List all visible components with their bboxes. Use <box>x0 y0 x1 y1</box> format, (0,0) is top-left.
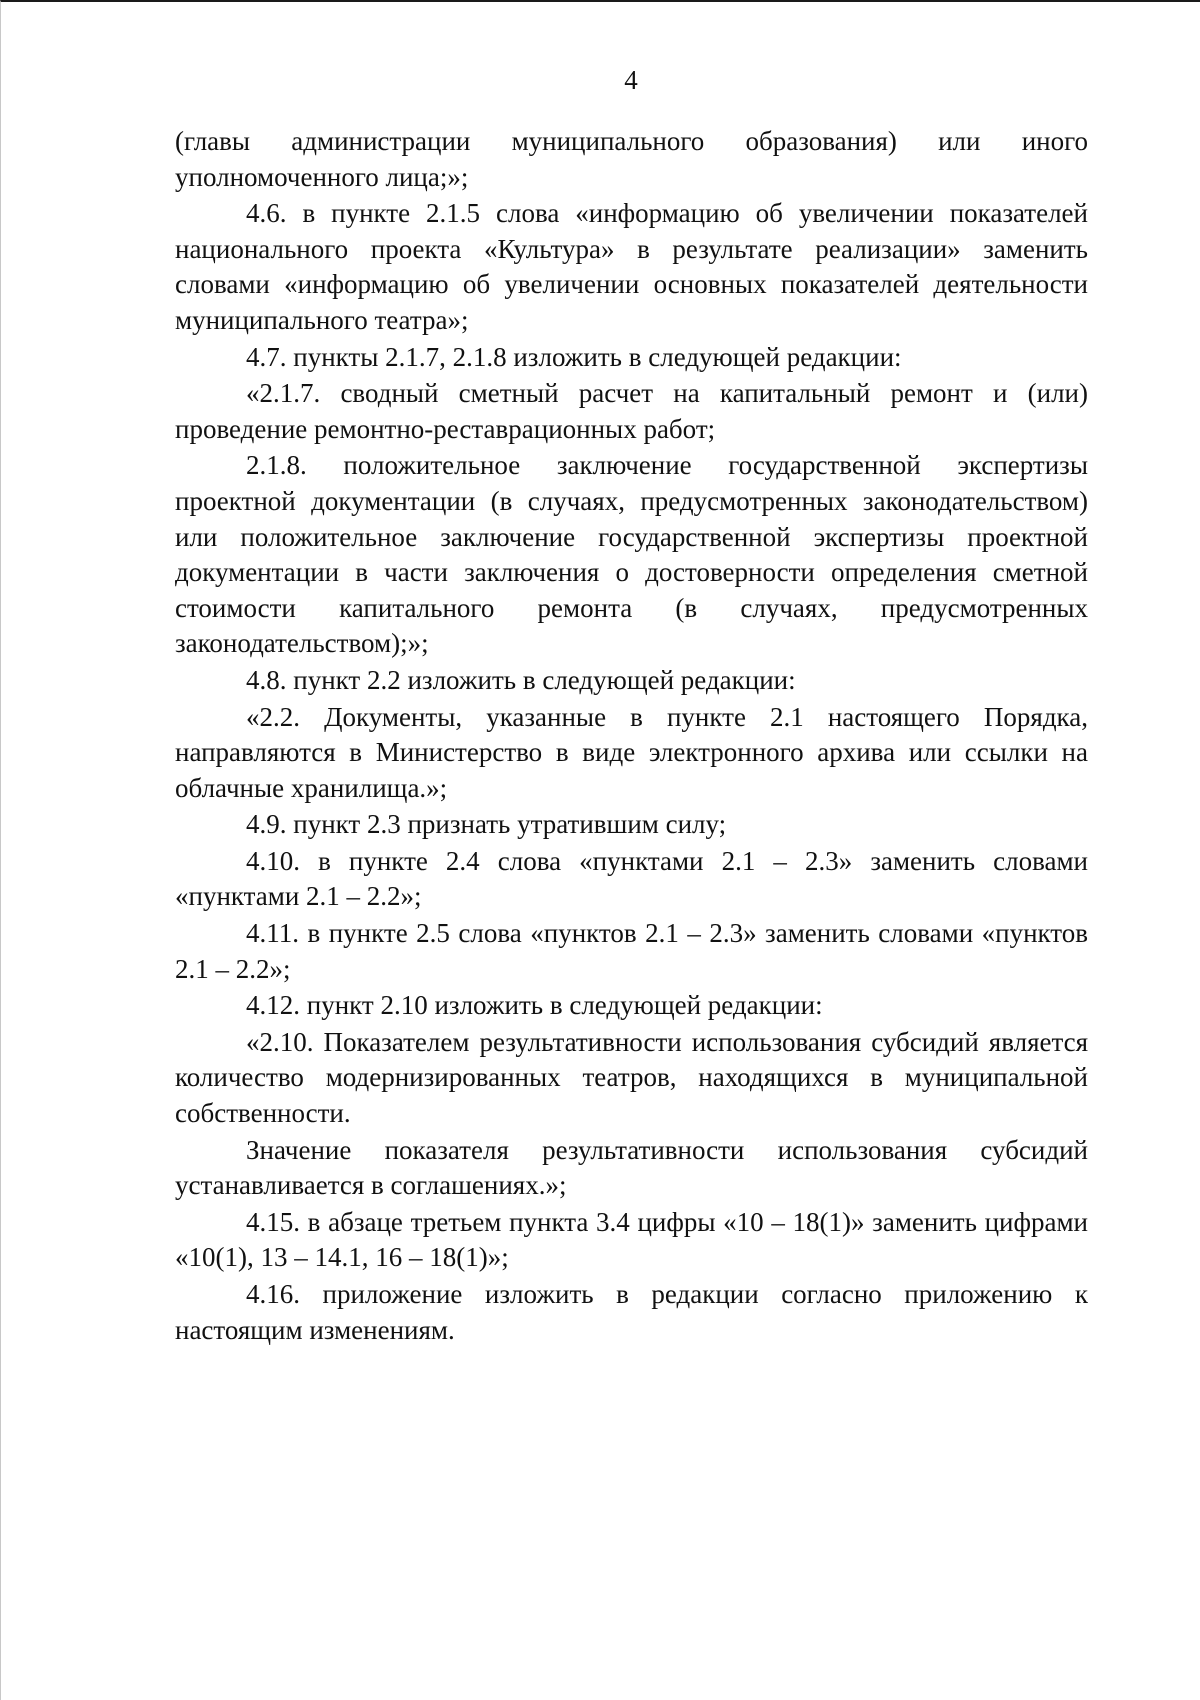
paragraph-quote-2-1-8: 2.1.8. положительное заключение государственной экспертизы проектной документации (в случаях, предусмотренных законодательством) или положительное заключение государственной экспертизы проектной документации в части заключения о достоверности определения сметной стоимости капитального ремонта (в случаях, предусмотренных законодательством);»; <box>175 450 1088 659</box>
paragraph-indicator-value: Значение показателя результативности использования субсидий устанавливается в соглашениях.»; <box>175 1134 1088 1201</box>
paragraph-item-4-12: 4.12. пункт 2.10 изложить в следующей редакции: <box>246 990 823 1021</box>
paragraph-item-4-10: 4.10. в пункте 2.4 слова «пунктами 2.1 – 2.3» заменить словами «пунктами 2.1 – 2.2»; <box>175 845 1088 912</box>
paragraph-quote-2-10: «2.10. Показателем результативности использования субсидий является количество модернизированных театров, находящихся в муниципальной собственности. <box>175 1026 1088 1129</box>
paragraph-item-4-7: 4.7. пункты 2.1.7, 2.1.8 изложить в следующей редакции: <box>246 341 902 372</box>
paragraph-quote-2-2: «2.2. Документы, указанные в пункте 2.1 настоящего Порядка, направляются в Министерство в виде электронного архива или ссылки на облачные хранилища.»; <box>175 701 1088 803</box>
paragraph-item-4-16: 4.16. приложение изложить в редакции согласно приложению к настоящим изменениям. <box>175 1279 1088 1345</box>
paragraph-item-4-15: 4.15. в абзаце третьем пункта 3.4 цифры «10 – 18(1)» заменить цифрами «10(1), 13 – 14.1, 16 – 18(1)»; <box>175 1206 1088 1273</box>
paragraph-item-4-6: 4.6. в пункте 2.1.5 слова «информацию об увеличении показателей национального проекта «Культура» в результате реализации» заменить словами «информацию об увеличении основных показателей деятельности муниципального театра»; <box>175 198 1088 335</box>
document-body <box>175 124 1088 1349</box>
paragraph-item-4-9: 4.9. пункт 2.3 признать утратившим силу; <box>246 809 727 840</box>
paragraph-item-4-8: 4.8. пункт 2.2 изложить в следующей редакции: <box>246 664 796 695</box>
paragraph-continuation: (главы администрации муниципального образования) или иного уполномоченного лица;»; <box>175 126 1088 192</box>
paragraph-item-4-11: 4.11. в пункте 2.5 слова «пунктов 2.1 – 2.3» заменить словами «пунктов 2.1 – 2.2»; <box>175 918 1088 984</box>
page-number: 4 <box>624 65 638 95</box>
paragraph-quote-2-1-7: «2.1.7. сводный сметный расчет на капитальный ремонт и (или) проведение ремонтно-реставрационных работ; <box>175 378 1088 444</box>
